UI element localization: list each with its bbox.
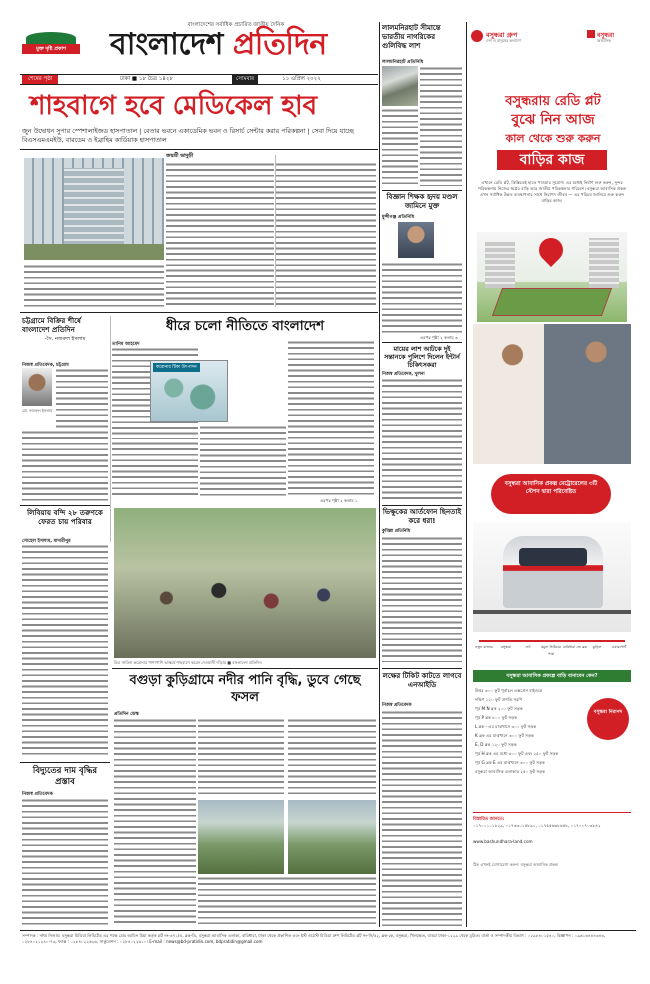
ad-headline-4: বাড়ির কাজ: [497, 150, 607, 170]
lead-body-left: [24, 264, 164, 308]
lead-headline: শাহবাগে হবে মেডিকেল হাব: [30, 91, 318, 121]
reason-9: বসুন্ধরা আবাসিক এলাকার ২৫০ ফুট সড়ক: [475, 769, 546, 774]
ctg-byline: নিজস্ব প্রতিবেদক, চট্টগ্রাম: [22, 363, 69, 368]
border-photo: [382, 66, 418, 106]
flood-byline: প্রতিদিন ডেস্ক: [114, 712, 139, 717]
station-0: নতুন বাজার: [475, 645, 493, 649]
ad-corner-logo-icon: [587, 30, 595, 38]
ad-footer-note: ঠিক এখনই যোগাযোগ করুন: বসুন্ধরা আবাসিক প্রকল্প: [473, 862, 558, 867]
ctg-sub: -সৈ. নজরুল ইসলাম: [44, 336, 86, 342]
flood-photo-1: [198, 800, 284, 874]
libya-headline: লিবিয়ায় বন্দি ২৮ তরুণকে ফেরত চায় পরিবার: [27, 508, 103, 526]
ad-plot-illustration: [477, 232, 627, 322]
ctg-person-photo: [22, 368, 52, 406]
ad-reasons-list: [475, 686, 585, 796]
reason-6: E, D ব্লক ১২০ ফুট সড়ক: [475, 742, 517, 747]
ad-body: এখানে রেডি প্লট, কিস্তিতেই হাতে পাওয়ার সুযোগ। এর মধ্যেই নির্মাণ শুরু করুন, সুন্দর পরিকল্পনায় নিজের স্বপ্নের বাড়ি আর জাতীয় পরিকল্পনার পরিবেশ। বসুন্ধরা আবাসিক প্রকল্প এখন সর্বাধিক উন্নত ব্যবস্থাপনার সাথে নিরাপদ জীবন — এর পরিচয় জানিয়ে শুরু করুন বাড়ির কাজ।: [477, 180, 627, 203]
station-4: বারিধারা জে ব্লক: [563, 645, 587, 649]
mid-byline: তানিম আহমেদ: [112, 342, 140, 347]
mother-byline: নিজস্ব প্রতিবেদক, খুলনা: [382, 372, 425, 377]
border-byline: লালমনিরহাট প্রতিনিধি: [382, 60, 424, 65]
ctg-body-2: [22, 430, 108, 502]
masthead-slogan-badge: [22, 32, 80, 62]
ctg-person-name: মো. নজরুল ইসলাম: [22, 408, 53, 413]
reason-0: উত্তর ৩০০ ফুট পূর্বাচল এক্সপ্রেস হাইওয়ে: [475, 688, 543, 693]
flood-body-col3: [288, 718, 376, 798]
weekday: সোমবার: [232, 75, 258, 84]
slogan-text: মুক্ত দৃষ্টি প্রকাশ: [22, 44, 80, 54]
ad-metro-train: [473, 522, 631, 632]
reason-4: L ব্লক - এর মাঝখানে ৩০০ ফুট সড়ক: [475, 724, 537, 729]
ad-why-title: বসুন্ধরা আবাসিক প্রকল্পে বাড়ি বানাবেন কেন?: [473, 670, 631, 682]
ad-metro-title: বসুন্ধরা আবাসিক প্রকল্প মেট্রোরেলের ৩টি স্টেশন দ্বারা পরিবেষ্টিত: [504, 481, 598, 495]
teacher-body: [382, 262, 462, 334]
ad-panel: [466, 22, 636, 927]
lead-body-col2: [276, 162, 376, 266]
map-pin-icon: [534, 233, 568, 267]
reason-8: পূর্ব G ব্লক E এর মাঝখানে ৩০০ ফুট সড়ক: [475, 760, 545, 765]
date-bar: [20, 74, 378, 85]
imprint: সম্পাদক : নঈম নিজাম। বসুন্ধরা মিডিয়া লিমিটেড এর পক্ষে মোঃ আমিন মিয়া কর্তৃক প্লট নং-৩৭১/এ, ব্লক-ডি, বসুন্ধরা আবাসিক এলাকা, বারিধারা, ঢাকা থেকে প্রকাশিত এবং ইস্ট ওয়েস্ট মিডিয়া গ্রুপ লিমিটেড প্লট নং-সি/৫২, ব্লক-কে, বসুন্ধরা, খিলক্ষেত, বাড্ডা ঢাকা-১২২৯ থেকে মুদ্রিত। বার্তা ও সম্পাদকীয় বিভাগ : ০২৯৮৪০১৫৪০, বিজ্ঞাপন : ০৯৬১৩৪৪৪৩৪৩, ০২৮৪০২১২৪০-৭৩, ফ্যাক্স : ০২৮৪০২২৬২৬, সার্কুলেশন : ০২৮৪০২২৬১০। E-mail : news@bd-pratidin.com, bdpratidin@gmail.com: [22, 933, 606, 944]
ad-station-line: [473, 634, 631, 660]
lead-body-col4: [276, 268, 376, 308]
ticket-body: [382, 710, 462, 926]
teacher-byline: মুন্সীগঞ্জ প্রতিনিধি: [382, 215, 415, 220]
station-1: বসুন্ধরা: [500, 645, 512, 649]
rally-photo-caption: চিত্র সাবিনা করোনার পাশাপাশি ভাস্কর্যে শাহবাগে করেন দেওয়ানী দাঁড়ায় ■ বাংলাদেশ প্রতিদিন: [114, 660, 262, 665]
rally-photo: [114, 508, 376, 658]
flood-photo-2: [288, 800, 376, 874]
lead-body-col1: [166, 162, 274, 266]
reason-3: পূর্ব P ব্লক ৮০০ ফুট সড়ক: [475, 715, 518, 720]
mid-body-col2: [200, 425, 286, 497]
ad-headline-3: কাল থেকে শুরু করুন: [505, 132, 601, 145]
border-body: [420, 66, 462, 186]
flood-body-col2: [198, 718, 284, 798]
ticket-byline: নিজস্ব প্রতিবেদক: [382, 703, 412, 708]
dikshu-body: [382, 536, 462, 662]
mother-headline: মায়ের লাশ আটকে দুই সন্তানকে পুলিশে দিলেন ইন্টার্ন চিকিৎসকরা: [384, 345, 460, 369]
ctg-body: [56, 368, 108, 428]
reason-2: পূর্ব M N ব্লক ২০০ ফুট সড়ক: [475, 706, 523, 711]
title-part-b: প্রতিদিন: [232, 27, 327, 62]
lead-deck: জুন উদ্বোধন সুপার স্পেশালাইজড হাসপাতাল | বেতার ভবনে একাডেমিক ভবন ও রিসার্চ সেন্টার করার পরিকল্পনা | সেবা দিয়ে যাচ্ছে বিএসএমএমইউ, বারডেম ও ইব্রাহিম কার্ডিয়াক হাসপাতাল: [22, 127, 354, 144]
teacher-photo: [398, 222, 434, 258]
flood-body-col1: [114, 718, 196, 926]
mid-body-col4: [112, 441, 198, 497]
teacher-headline: বিজ্ঞান শিক্ষক হৃদয় মণ্ডল জামিনে মুক্ত: [386, 193, 458, 210]
section-label: শেষের পৃষ্ঠা: [22, 75, 58, 84]
flood-headline: বগুড়া কুড়িগ্রামে নদীর পানি বৃদ্ধি, ডুবে গেছে ফসল: [129, 673, 361, 705]
station-5: কুড়িল: [592, 645, 602, 649]
masthead-tagline: বাংলাদেশের সর্বাধিক প্রচারিত জাতীয় দৈনিক: [187, 22, 285, 28]
ad-corner-brand: [587, 30, 633, 44]
ad-corner-brand-name: বসুন্ধরা: [597, 32, 615, 39]
ad-corner-brand-sub: আবাসিক: [597, 38, 611, 43]
lead-body-col3: [166, 268, 274, 308]
vaccine-graphic: [150, 360, 228, 422]
ad-safety-badge-text: বসুন্ধরা নিরাপদ: [593, 710, 623, 715]
flood-body-col4: [198, 876, 376, 926]
reason-5: K ব্লক এর মাঝখানে ৩০০ ফুট সড়ক: [475, 733, 534, 738]
ad-safety-badge: [587, 698, 629, 740]
ad-contact: [473, 812, 631, 852]
border-headline: লালমনিরহাট সীমান্তে ভারতীয় নাগরিকের গুলিবিদ্ধ লাশ: [382, 24, 441, 50]
ad-brand-name: বসুন্ধরা গ্রুপ: [486, 31, 518, 39]
bidyut-headline: বিদ্যুতের দাম বৃদ্ধির প্রস্তাব: [32, 766, 98, 787]
bidyut-body: [22, 798, 108, 926]
mid-body-col3: [288, 340, 374, 496]
ticket-headline: লক্ষের টিকিট কাটতে লাগবে এনআইডি: [382, 672, 462, 689]
ad-website[interactable]: www.bashundhara-land.com: [473, 839, 533, 844]
ad-brand-logo-icon: [471, 30, 483, 42]
reason-1: দক্ষিণ ১২০ ফুট প্রগতি সরণি: [475, 697, 523, 702]
ad-contact-phones: ০১৭০০১০১৮২৯, ০১৭৩৩০১৫৮৯০, ০১৭৫৫৬৬৮৬৫৮, ০১৭০০৭০৩৮৪২: [473, 823, 601, 828]
ctg-headline: চট্টগ্রামে বিক্রির শীর্ষে বাংলাদেশ প্রতিদিন: [22, 316, 81, 334]
mid-headline: ধীরে চলো নীতিতে বাংলাদেশ: [165, 318, 325, 334]
station-2: নর্দা: [525, 645, 531, 649]
teacher-continued: এরপর পৃষ্ঠা ২ কলাম ৩: [420, 335, 458, 340]
dikshu-byline: কুমিল্লা প্রতিনিধি: [382, 529, 411, 534]
ad-metro-banner: [491, 474, 611, 514]
ad-brand-sub: দেশ ও মানুষের কল্যাণে: [486, 38, 521, 43]
station-6: এয়ারপোর্ট: [611, 645, 627, 649]
ad-people-photo: [473, 324, 631, 464]
reason-7: পূর্ব H ব্লক এর মধ্যে ৩০০ ফুট এবং ২৫০ ফুট সড়ক: [475, 751, 559, 756]
bidyut-byline: নিজস্ব প্রতিবেদক: [22, 792, 53, 797]
lead-byline: জয়শ্রী ভাদুড়ী: [166, 153, 194, 159]
ad-headline-1: বসুন্ধরায় রেডি প্লট: [505, 94, 601, 109]
title-part-a: বাংলাদেশ: [110, 27, 233, 62]
libya-byline: সোহেল ইসলাম, মাদারীপুর: [22, 539, 71, 544]
libya-body: [22, 544, 108, 758]
border-body-2: [382, 108, 418, 186]
ad-brand: [471, 30, 561, 44]
mid-continued: এরপর পৃষ্ঠা ২ কলাম ১: [320, 498, 358, 503]
lead-photo-building: [24, 158, 164, 260]
dikshu-headline: ভিক্ষুকের আর্তফোন ছিনতাই করে ধরা!: [382, 508, 462, 525]
vaccine-graphic-label: করোনার টিকা উৎপাদন: [153, 363, 200, 372]
mother-body: [382, 378, 462, 500]
date-bangla: ঢাকা ■ ১৮ চৈত্র ১৪২৮: [120, 76, 173, 82]
ad-contact-label: বিস্তারিত জানতে:: [473, 817, 505, 822]
ad-headline-2: বুঝে নিন আজ: [511, 112, 595, 128]
date-english: ১১ এপ্রিল ২০২২: [282, 76, 321, 82]
station-3: যমুনা ফিউচার পার্ক: [541, 645, 561, 656]
